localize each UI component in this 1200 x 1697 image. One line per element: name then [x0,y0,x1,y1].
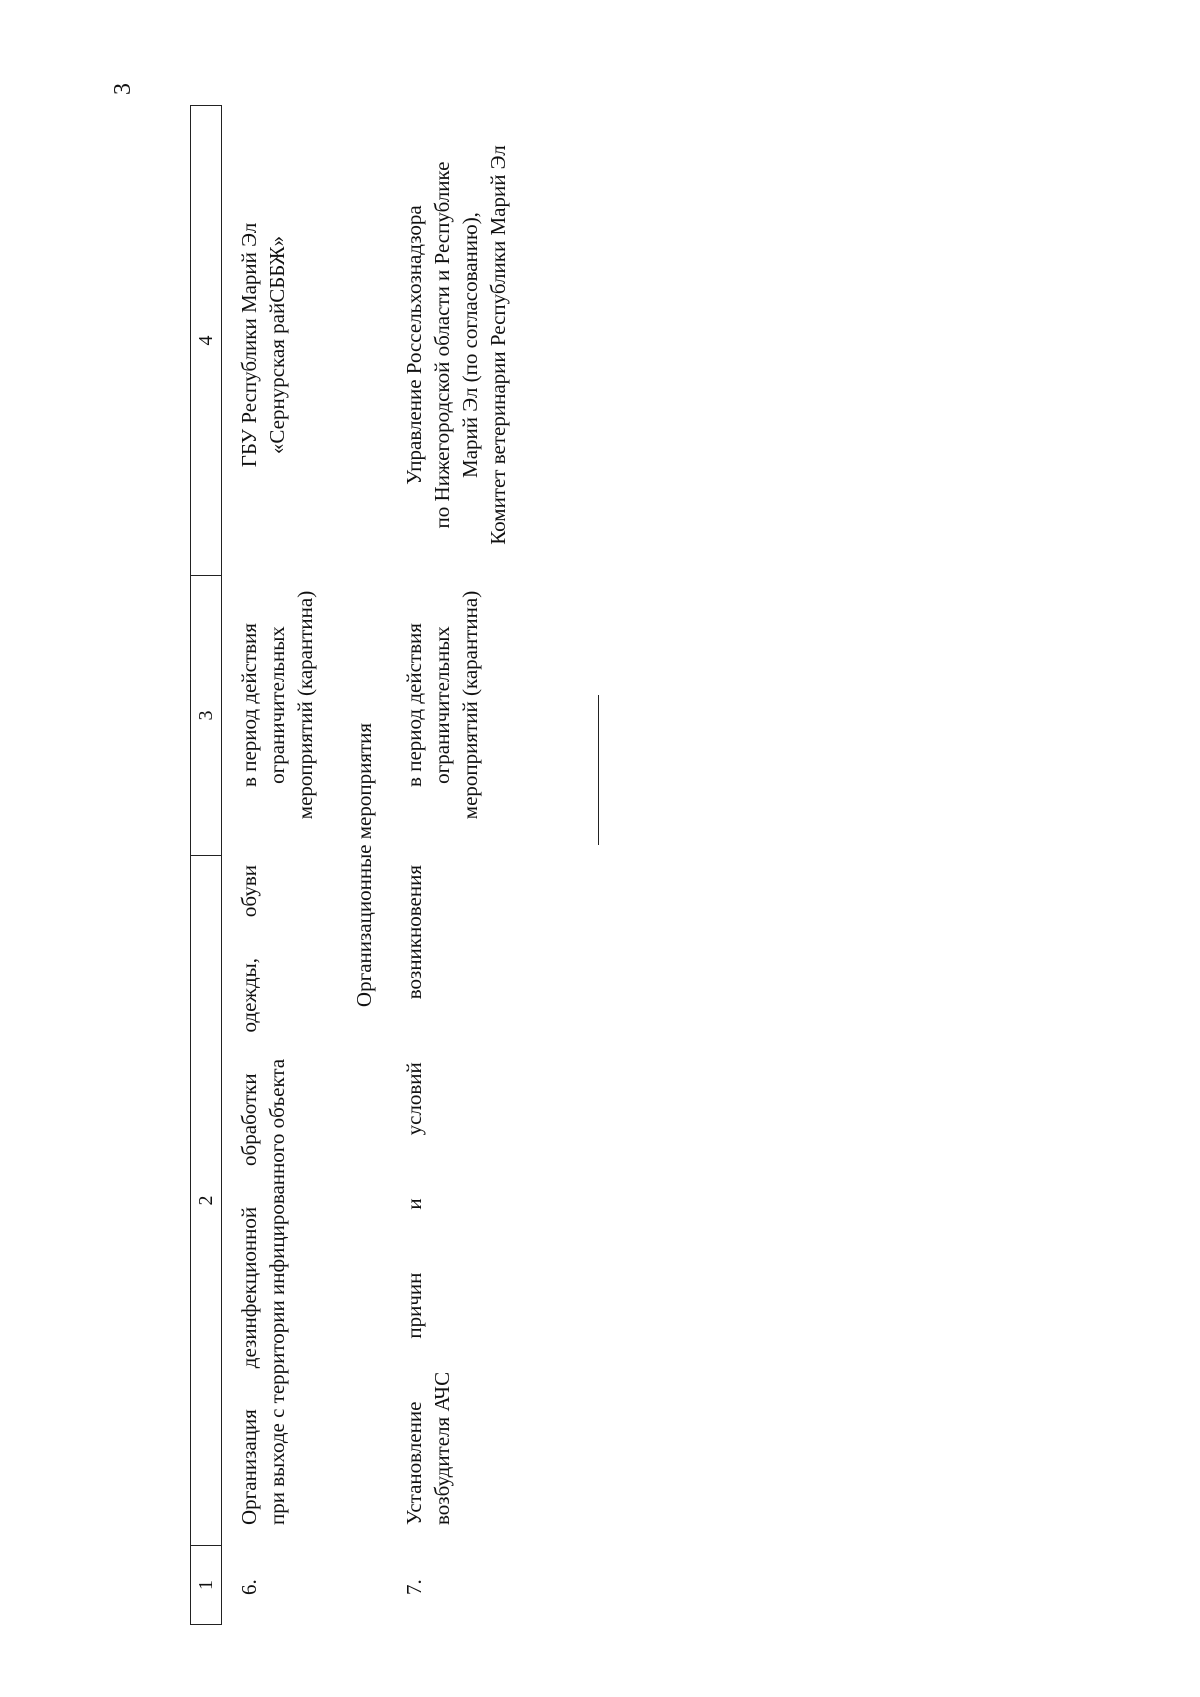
row-number: 7. [402,1579,426,1595]
measure-word: и [402,1198,426,1210]
measure-line-1 [235,865,263,1525]
measure-word: обработки [237,1073,261,1166]
measure-word: обуви [237,865,261,918]
executor-text [400,105,512,585]
section-heading: Организационные мероприятия [352,722,376,1008]
measure-word: Организация [237,1409,261,1525]
measure-word: возникновения [402,865,426,1000]
period-line: мероприятий (карантина) [458,590,482,820]
executor-line: Комитет ветеринарии Республики Марий Эл [486,145,510,545]
table-header-col-3: 3 [191,575,221,855]
measure-word: Установление [402,1401,426,1525]
measure-line-1 [400,865,428,1525]
table-header-col-2: 2 [191,855,221,1545]
end-rule [598,695,599,845]
table-header-col-1: 1 [191,1545,221,1625]
executor-line: «Сернурская райСББЖ» [265,235,289,455]
measure-word: условий [402,1062,426,1136]
executor-line: Управление Россельхознадзора [402,205,426,485]
period-line: ограничительных [265,626,289,784]
executor-line: ГБУ Республики Марий Эл [237,222,261,468]
document-sheet [190,105,550,1625]
table-header [190,105,222,1625]
executor-text [235,105,291,585]
period-line: в период действия [402,623,426,787]
period-line: ограничительных [430,626,454,784]
measure-line-2: при выходе с территории инфицированного объекта [265,1058,289,1525]
executor-line: Марий Эл (по согласованию), [458,212,482,478]
period-text [400,585,484,825]
measure-word: дезинфекционной [237,1206,261,1369]
period-line: в период действия [237,623,261,787]
table-header-col-4: 4 [191,105,221,575]
page-number: 3 [110,83,136,95]
executor-line: по Нижегородской области и Республике [430,161,454,529]
measure-line-2: возбудителя АЧС [430,1371,454,1525]
period-text [235,585,319,825]
period-line: мероприятий (карантина) [293,590,317,820]
measure-word: одежды, [237,958,261,1033]
measure-word: причин [402,1272,426,1339]
row-number: 6. [237,1579,261,1595]
